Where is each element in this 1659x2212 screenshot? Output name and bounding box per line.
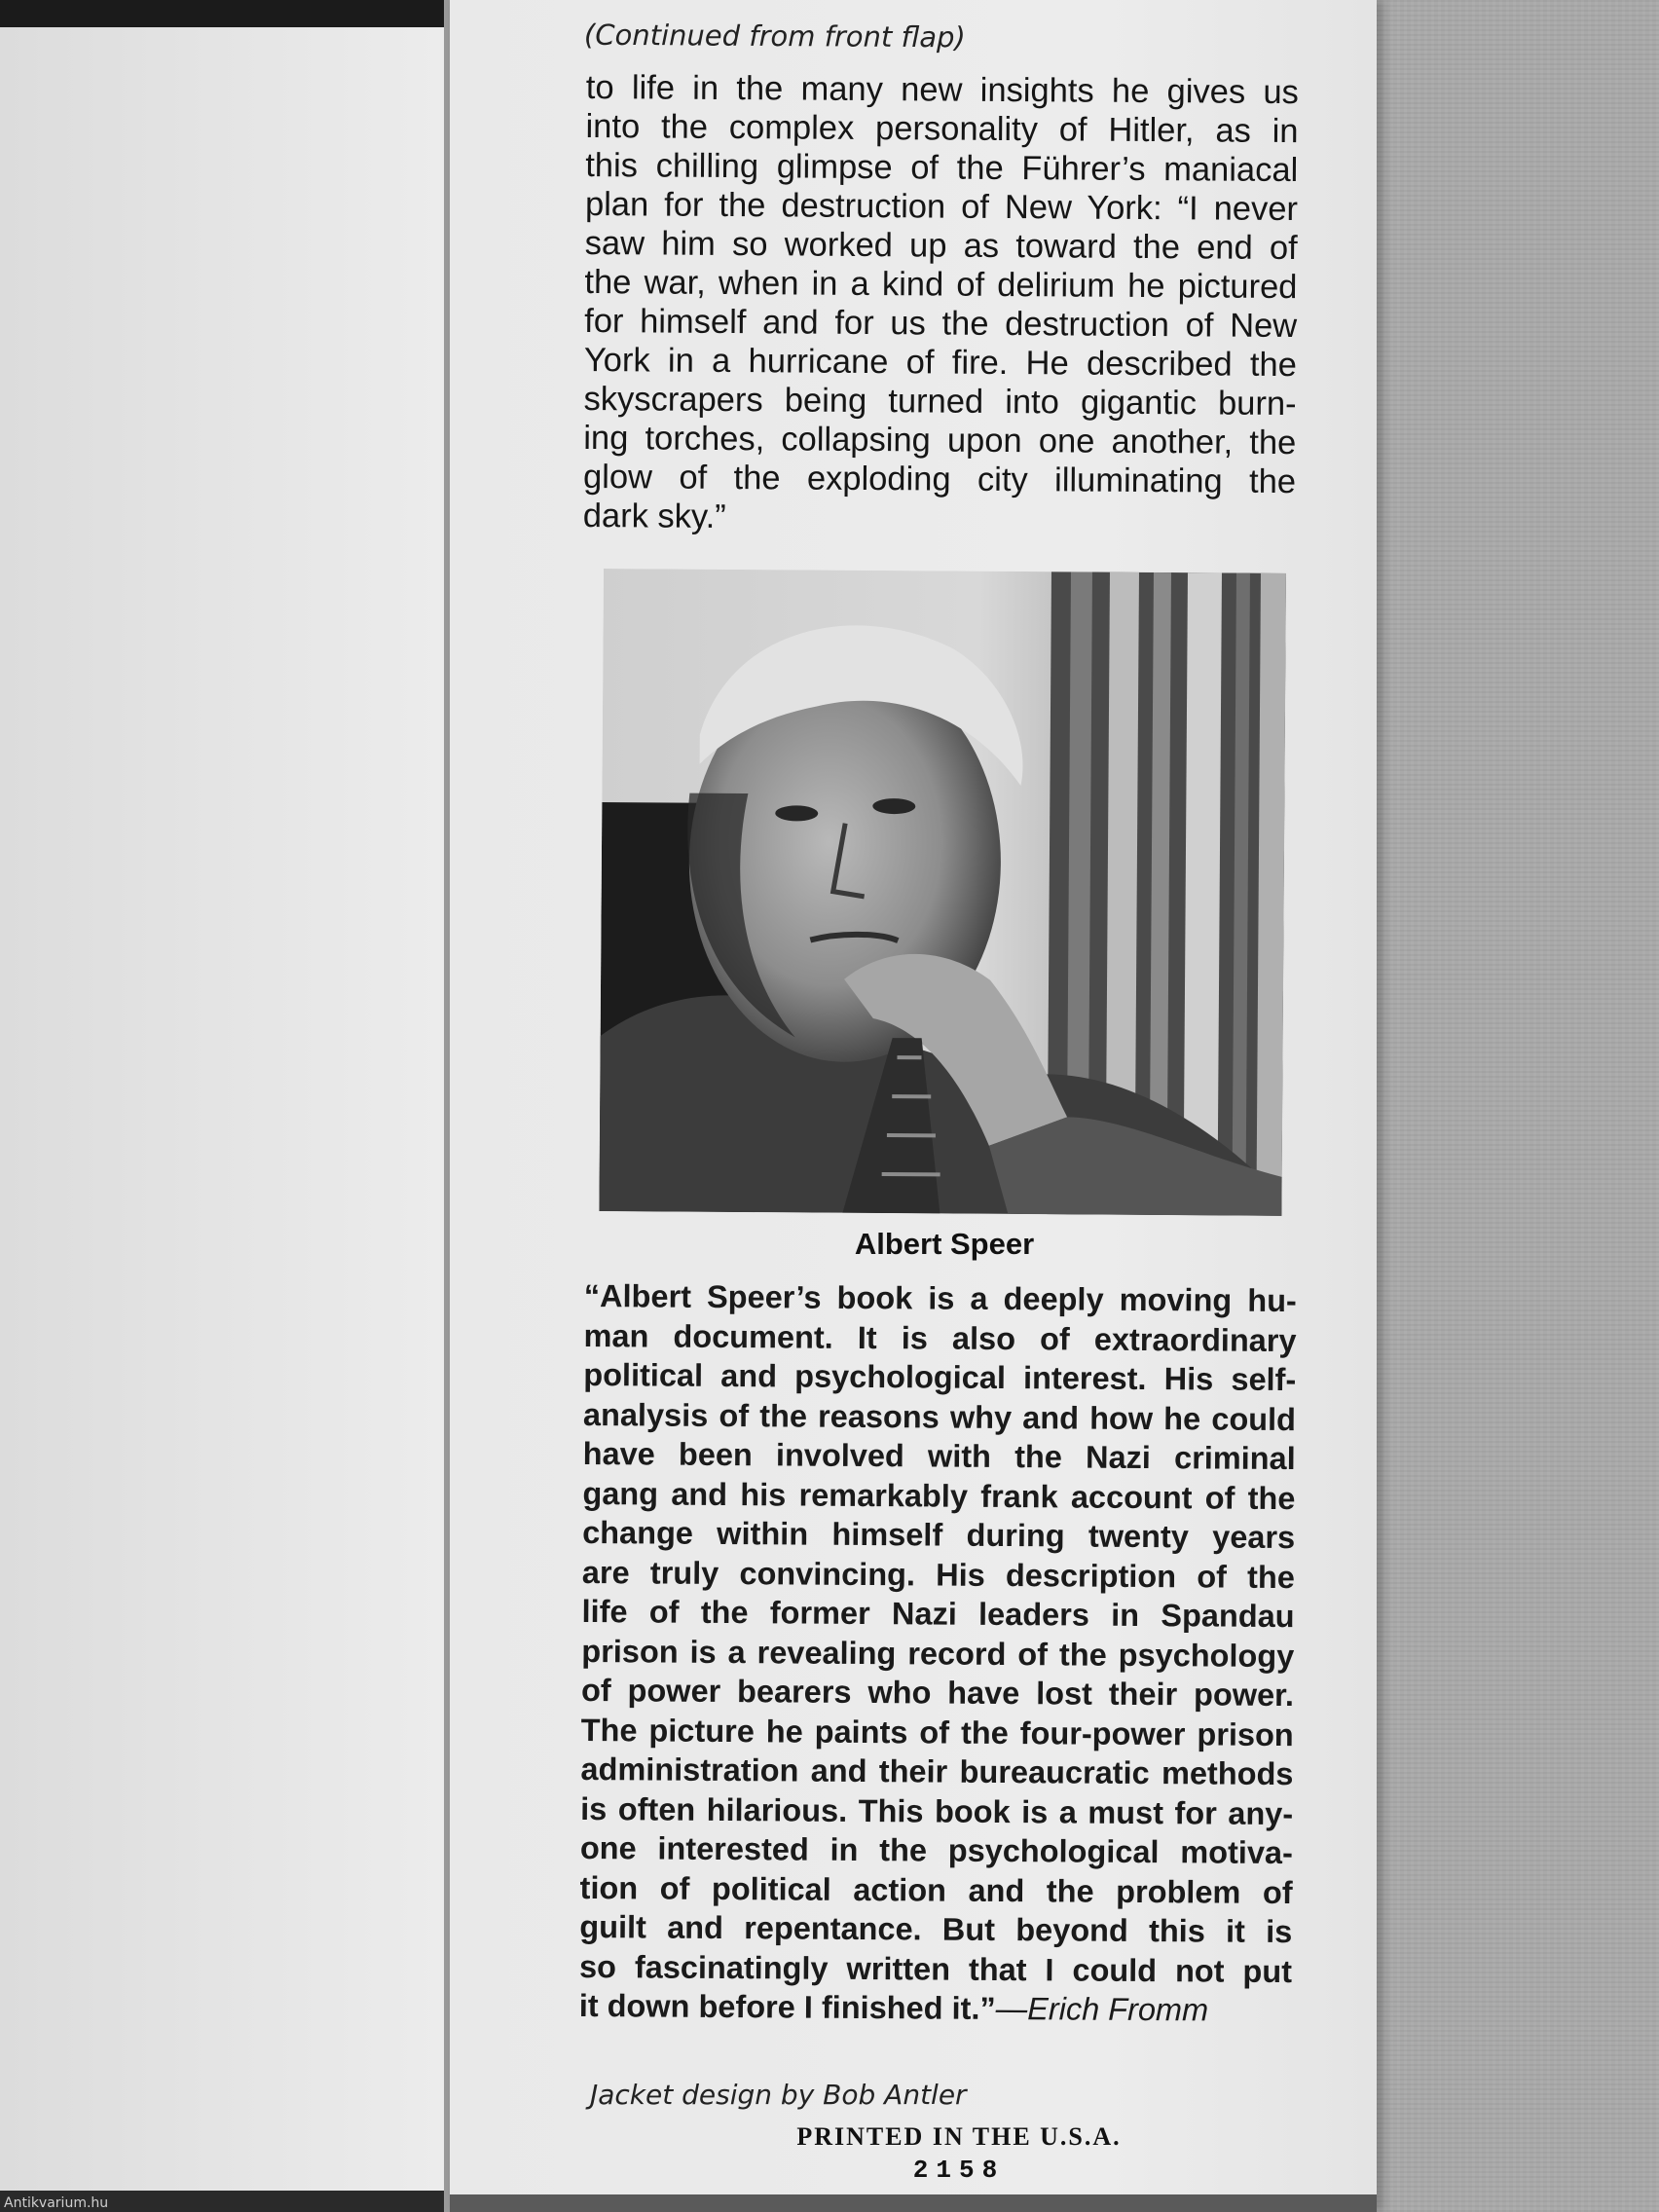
quote-line: administration and their bureaucratic methods xyxy=(580,1751,1294,1792)
quote-line: have been involved with the Nazi criminal xyxy=(582,1435,1296,1477)
quote-line: of power bearers who have lost their power. xyxy=(580,1672,1295,1714)
printed-in-notice: PRINTED IN THE U.S.A. xyxy=(796,2122,1122,2151)
quote-line: so fascinatingly written that I could not put xyxy=(578,1948,1293,1989)
review-quote xyxy=(579,1276,1297,2031)
intro-line: for himself and for us the destruction of New xyxy=(584,302,1298,346)
intro-line: plan for the destruction of New York: “I never xyxy=(584,185,1299,229)
intro-line: dark sky.” xyxy=(582,497,726,536)
quote-line: gang and his remarkably frank account of the xyxy=(582,1475,1296,1516)
quote-attribution: —Erich Fromm xyxy=(995,1990,1209,2028)
author-portrait-photo xyxy=(599,569,1286,1216)
intro-line: York in a hurricane of fire. He described the xyxy=(583,341,1298,385)
quote-line: The picture he paints of the four-power prison xyxy=(580,1712,1294,1752)
intro-line: the war, when in a kind of delirium he pictured xyxy=(584,263,1298,307)
quote-line: one interested in the psychological motiva- xyxy=(579,1829,1294,1871)
quote-line: is often hilarious. This book is a must for any- xyxy=(580,1790,1294,1831)
intro-line: into the complex personality of Hitler, as in xyxy=(585,107,1299,151)
continued-note: (Continued from front flap) xyxy=(583,18,966,55)
watermark: Antikvarium.hu xyxy=(4,2195,109,2211)
left-page-top-edge xyxy=(0,0,446,27)
quote-line: analysis of the reasons why and how he could xyxy=(582,1396,1297,1437)
flap-bottom-edge xyxy=(450,2194,1377,2212)
quote-line: man document. It is also of extraordinary xyxy=(583,1317,1297,1358)
quote-line: “Albert Speer’s book is a deeply moving hu- xyxy=(583,1278,1297,1319)
quote-line: prison is a revealing record of the psychology xyxy=(581,1633,1295,1674)
print-code: 2158 xyxy=(912,2156,1006,2185)
quote-closing-text: it down before I finished it.” xyxy=(578,1987,996,2026)
intro-line: ing torches, collapsing upon one another, the xyxy=(583,419,1297,462)
photo-caption: Albert Speer xyxy=(854,1227,1035,1261)
quote-last-line xyxy=(579,1986,1292,2031)
quote-line: change within himself during twenty years xyxy=(582,1514,1296,1556)
intro-line: glow of the exploding city illuminating the xyxy=(582,458,1297,501)
intro-paragraph xyxy=(583,68,1299,540)
background-fabric xyxy=(1377,0,1659,2212)
quote-line: tion of political action and the problem of xyxy=(579,1869,1293,1910)
intro-line: to life in the many new insights he gives us xyxy=(585,68,1299,112)
intro-line: this chilling glimpse of the Führer’s maniacal xyxy=(585,146,1299,190)
quote-line: are truly convincing. His description of the xyxy=(581,1554,1295,1595)
jacket-design-credit: Jacket design by Bob Antler xyxy=(590,2079,967,2111)
intro-line: skyscrapers being turned into gigantic burn- xyxy=(583,380,1297,424)
left-blank-page xyxy=(0,0,446,2212)
quote-line: political and psychological interest. His self- xyxy=(583,1356,1297,1398)
quote-line: guilt and repentance. But beyond this it is xyxy=(579,1908,1293,1950)
intro-line: saw him so worked up as toward the end of xyxy=(584,224,1298,268)
quote-line: life of the former Nazi leaders in Spandau xyxy=(581,1593,1295,1635)
